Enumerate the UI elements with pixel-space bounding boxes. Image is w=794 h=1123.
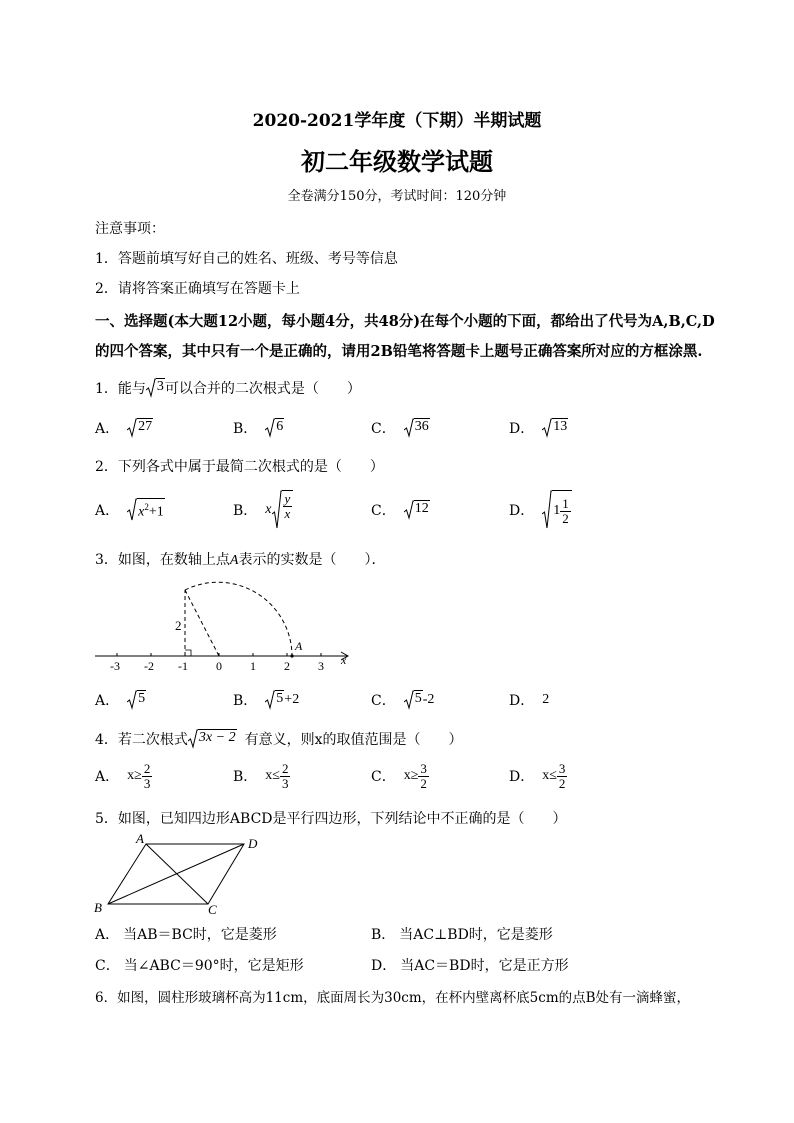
fraction <box>418 762 429 790</box>
option-text: 当AC⊥BD时，它是菱形 <box>399 927 553 943</box>
compass-arc <box>185 582 292 656</box>
denominator: x <box>284 505 291 521</box>
denominator: 2 <box>558 775 566 791</box>
option-d <box>509 418 568 438</box>
option-label: D． <box>509 421 535 437</box>
vertex-label-c: C <box>208 902 217 917</box>
question-5-stem: 5．如图，已知四边形ABCD是平行四边形，下列结论中不正确的是（ ） <box>95 811 567 827</box>
option-a <box>95 924 277 944</box>
number-line-figure <box>95 580 365 675</box>
option-c <box>95 955 304 975</box>
option-text: 当AB＝BC时，它是菱形 <box>123 927 277 943</box>
section-instructions-line2: 的四个答案，其中只有一个是正确的，请用2B铅笔将答题卡上题号正确答案所对应的方框涂黑. <box>95 343 703 360</box>
option-label: B． <box>233 421 258 437</box>
math-term: +1 <box>148 504 164 520</box>
radicand <box>552 490 572 530</box>
radicand: 5 <box>137 690 146 710</box>
option-label: D． <box>509 769 535 786</box>
vertex-label-d: D <box>248 836 258 851</box>
radical <box>542 418 568 438</box>
radicand: 5 <box>414 690 423 710</box>
option-b <box>233 690 299 710</box>
option-a <box>95 762 152 790</box>
fraction <box>142 762 153 790</box>
option-label: C． <box>371 693 396 709</box>
denominator: 3 <box>281 775 289 791</box>
radicand: 13 <box>552 418 568 438</box>
radicand: 12 <box>414 500 430 520</box>
question-text: 3．如图，在数轴上点 <box>95 552 230 568</box>
question-text: 4．若二次根式 <box>95 732 188 748</box>
option-label: B． <box>371 927 396 943</box>
numerator: 2 <box>281 761 289 776</box>
option-b <box>233 490 293 530</box>
option-c <box>371 690 434 710</box>
radical <box>127 498 165 522</box>
diagonal-bd <box>108 844 244 904</box>
option-c <box>371 500 430 520</box>
parallelogram-figure <box>92 832 272 917</box>
question-2-stem: 2．下列各式中属于最简二次根式的是（ ） <box>95 459 384 475</box>
height-label: 2 <box>175 618 182 633</box>
fraction <box>557 762 568 790</box>
option-a <box>95 498 165 522</box>
question-text: 有意义，则x的取值范围是（ ） <box>244 732 463 748</box>
option-label: A． <box>95 693 120 709</box>
radical <box>404 500 430 520</box>
question-6-stem: 6．如图，圆柱形玻璃杯高为11cm，底面周长为30cm，在杯内壁离杯底5cm的点B处有一滴蜂蜜， <box>95 990 691 1006</box>
radical <box>127 690 146 710</box>
radicand: 6 <box>275 418 284 438</box>
math-term: +2 <box>284 692 300 707</box>
radicand <box>282 490 294 530</box>
question-text: 可以合并的二次根式是（ ） <box>164 381 361 397</box>
numerator: 3 <box>558 761 566 776</box>
math-var: x <box>265 502 272 517</box>
option-b <box>371 924 553 944</box>
option-text: 2 <box>542 692 550 707</box>
tick-label: -1 <box>178 659 188 673</box>
relation: x≤ <box>542 768 557 784</box>
radicand <box>137 498 165 522</box>
radicand: 27 <box>137 418 153 438</box>
fraction <box>283 492 293 520</box>
radical <box>265 418 284 438</box>
radical <box>188 729 237 749</box>
radical <box>146 378 165 398</box>
right-angle-mark <box>185 650 191 656</box>
option-label: D． <box>509 693 535 709</box>
numerator: y <box>284 491 291 506</box>
option-label: A． <box>95 503 120 519</box>
math-var: A <box>229 553 239 568</box>
vertex-label-a: A <box>136 832 144 846</box>
radical <box>265 690 284 710</box>
option-label: C． <box>371 769 396 786</box>
option-label: D． <box>371 958 397 974</box>
option-d <box>371 955 569 975</box>
option-b <box>233 762 290 790</box>
fraction <box>560 497 571 525</box>
option-label: A． <box>95 421 120 437</box>
option-label: C． <box>371 503 396 519</box>
option-text: 当AC＝BD时，它是正方形 <box>400 958 569 974</box>
option-label: B． <box>233 503 258 519</box>
math-var: x <box>138 504 145 520</box>
tick-label: 2 <box>284 659 290 673</box>
relation: x≤ <box>265 768 280 784</box>
numerator: 1 <box>562 495 569 511</box>
fraction <box>280 762 291 790</box>
tick-label: 3 <box>318 659 324 673</box>
tick-label: 1 <box>250 659 256 673</box>
question-3-stem <box>95 549 385 569</box>
denominator: 2 <box>562 510 569 526</box>
question-4-stem <box>95 729 463 749</box>
radical <box>404 418 430 438</box>
numerator: 3 <box>420 761 427 776</box>
question-1-stem <box>95 378 361 398</box>
exam-main-title: 初二年级数学试题 <box>301 147 493 176</box>
question-text: 表示的实数是（ ）． <box>238 552 386 568</box>
denominator: 2 <box>420 775 427 791</box>
option-label: C． <box>371 421 396 437</box>
radical <box>404 690 423 710</box>
exponent: 2 <box>144 502 149 512</box>
note-item: 2．请将答案正确填写在答题卡上 <box>95 281 300 297</box>
radicand: 3 <box>156 378 165 398</box>
axis-label: x <box>341 653 347 667</box>
radical <box>127 418 153 438</box>
vertex-label-b: B <box>94 900 102 915</box>
exam-title: 2020-2021学年度（下期）半期试题 <box>252 111 542 131</box>
radicand: 5 <box>275 690 284 710</box>
tick-label: 0 <box>216 659 222 673</box>
relation: x≥ <box>127 768 142 784</box>
point-a-marker <box>290 654 293 657</box>
option-a <box>95 690 146 710</box>
option-d <box>509 762 567 790</box>
section-instructions-line1: 一、选择题(本大题12小题，每小题4分，共48分)在每个小题的下面，都给出了代号为A,B,C,D <box>95 313 715 330</box>
option-c <box>371 762 429 790</box>
denominator: 3 <box>143 775 151 791</box>
option-label: B． <box>233 693 258 709</box>
tick-label: -3 <box>110 659 120 673</box>
option-a <box>95 418 153 438</box>
option-b <box>233 418 284 438</box>
hypotenuse <box>185 590 219 656</box>
radicand: 36 <box>414 418 430 438</box>
radical <box>272 490 294 530</box>
tick-label: -2 <box>144 659 154 673</box>
radical <box>542 490 572 530</box>
math-term: -2 <box>422 692 435 707</box>
option-label: A． <box>95 927 120 943</box>
option-c <box>371 418 430 438</box>
numerator: 2 <box>143 761 151 776</box>
option-label: D． <box>509 503 535 519</box>
question-text: 1．能与 <box>95 381 146 397</box>
option-d <box>509 490 572 530</box>
exam-subtitle: 全卷满分150分，考试时间：120分钟 <box>287 189 507 204</box>
whole-number: 1 <box>553 502 561 518</box>
point-label: A <box>295 639 303 653</box>
note-item: 1．答题前填写好自己的姓名、班级、考号等信息 <box>95 251 398 267</box>
radicand: 3x − 2 <box>198 729 237 749</box>
option-text: 当∠ABC＝90°时，它是矩形 <box>123 958 304 974</box>
option-label: B． <box>233 769 258 786</box>
option-label: A． <box>95 769 120 786</box>
notes-heading: 注意事项： <box>95 221 165 237</box>
option-d <box>509 690 549 710</box>
option-label: C． <box>95 958 120 974</box>
relation: x≥ <box>403 768 419 784</box>
